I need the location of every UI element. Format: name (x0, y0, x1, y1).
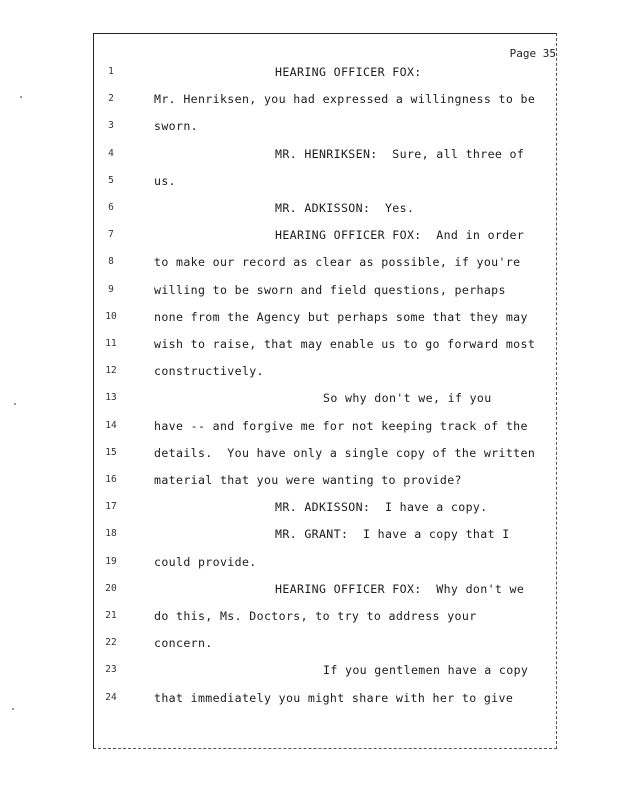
line-number: 10 (105, 310, 117, 322)
line-number: 7 (108, 229, 114, 241)
scan-speck (20, 96, 22, 98)
line-number: 13 (105, 392, 117, 404)
transcript-line: sworn. (154, 119, 198, 134)
line-number: 18 (105, 528, 117, 540)
line-number: 23 (105, 664, 117, 676)
transcript-line: do this, Ms. Doctors, to try to address your (154, 609, 477, 623)
transcript-line: material that you were wanting to provide? (154, 473, 462, 487)
line-number: 20 (105, 582, 117, 594)
transcript-line: MR. HENRIKSEN: Sure, all three of (275, 146, 525, 161)
transcript-line: constructively. (154, 364, 264, 379)
line-number: 24 (105, 691, 117, 703)
transcript-line: concern. (154, 636, 213, 651)
transcript-line: MR. ADKISSON: Yes. (275, 201, 415, 215)
line-number: 11 (105, 338, 117, 349)
line-number: 2 (108, 93, 114, 105)
transcript-line: HEARING OFFICER FOX: Why don't we (275, 581, 525, 596)
line-number: 19 (105, 555, 117, 567)
transcript-line: Mr. Henriksen, you had expressed a willingness to be (154, 92, 536, 107)
transcript-line: HEARING OFFICER FOX: (275, 65, 422, 79)
line-number: 5 (108, 174, 114, 186)
line-number: 3 (108, 120, 114, 132)
transcript-line: wish to raise, that may enable us to go forward most (154, 337, 536, 351)
line-number: 16 (105, 474, 117, 485)
transcript-line: willing to be sworn and field questions, perhaps (154, 282, 506, 297)
transcript-line: HEARING OFFICER FOX: And in order (275, 228, 525, 243)
transcript-line: that immediately you might share with her to give (154, 690, 514, 705)
line-number: 21 (105, 610, 117, 621)
transcript-line: So why don't we, if you (323, 391, 492, 406)
transcript-line: If you gentlemen have a copy (323, 663, 529, 678)
line-number: 1 (108, 66, 114, 77)
scan-speck (12, 708, 14, 710)
line-number: 22 (105, 637, 117, 649)
transcript-line: details. You have only a single copy of the written (154, 445, 536, 460)
transcript-line: MR. ADKISSON: I have a copy. (275, 500, 488, 515)
line-number: 8 (108, 256, 114, 268)
line-number: 17 (105, 501, 117, 513)
transcript-line: us. (154, 173, 176, 188)
line-number: 6 (108, 202, 114, 213)
transcript-line: to make our record as clear as possible, if you're (154, 255, 521, 270)
line-number: 9 (108, 283, 114, 295)
transcript-line: could provide. (154, 554, 257, 569)
line-number: 15 (105, 446, 117, 458)
transcript-line: none from the Agency but perhaps some that they may (154, 309, 528, 324)
transcript-line: MR. GRANT: I have a copy that I (275, 527, 510, 542)
page-number: Page 35 (509, 47, 556, 60)
line-number: 14 (105, 419, 117, 431)
transcript-line: have -- and forgive me for not keeping track of the (154, 418, 528, 433)
line-number: 4 (108, 147, 114, 159)
scan-speck (14, 403, 16, 405)
line-number: 12 (105, 365, 117, 377)
